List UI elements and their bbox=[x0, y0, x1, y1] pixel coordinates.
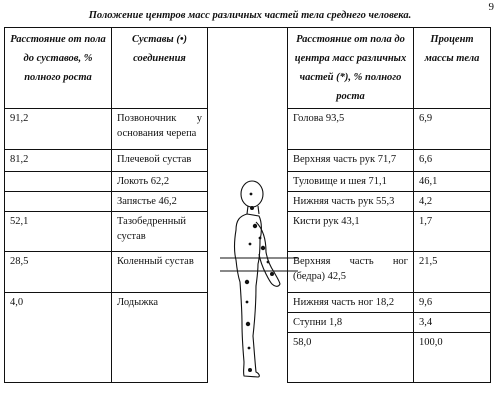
part-mass: 1,7 bbox=[414, 212, 491, 252]
joint-name: Тазобедренный сустав bbox=[112, 212, 208, 252]
part-mass: 4,2 bbox=[414, 192, 491, 212]
joint-name: Запястье 46,2 bbox=[112, 192, 208, 212]
header-figure-blank bbox=[208, 28, 288, 109]
joint-name: Локоть 62,2 bbox=[112, 172, 208, 192]
joint-distance: 81,2 bbox=[5, 150, 112, 172]
joint-name: Лодыжка bbox=[112, 293, 208, 383]
joint-marker-shoulder bbox=[253, 224, 257, 228]
part-mass: 3,4 bbox=[414, 313, 491, 333]
header-joints: Суставы (•) соединения bbox=[112, 28, 208, 109]
human-figure-illustration bbox=[200, 178, 300, 388]
part-mass: 6,9 bbox=[414, 109, 491, 150]
figure-cell bbox=[208, 109, 288, 150]
part-mass: 46,1 bbox=[414, 172, 491, 192]
part-label: Верхняя часть рук 71,7 bbox=[288, 150, 414, 172]
part-mass: 9,6 bbox=[414, 293, 491, 313]
joint-distance: 28,5 bbox=[5, 252, 112, 293]
joint-distance: 52,1 bbox=[5, 212, 112, 252]
part-label: Голова 93,5 bbox=[288, 109, 414, 150]
page-title: Положение центров масс различных частей тела среднего человека. bbox=[88, 10, 412, 21]
part-label: Верхняя часть ног (бедра) 42,5 bbox=[288, 252, 414, 293]
part-label: Нижняя часть ног 18,2 bbox=[288, 293, 414, 313]
part-mass: 100,0 bbox=[414, 333, 491, 383]
joint-name: Плечевой сустав bbox=[112, 150, 208, 172]
table-row bbox=[5, 150, 491, 172]
joint-distance: 91,2 bbox=[5, 109, 112, 150]
figure-cell bbox=[208, 150, 288, 172]
page-number: 9 bbox=[488, 1, 494, 13]
header-row bbox=[5, 28, 491, 109]
joint-marker-elbow bbox=[261, 246, 265, 250]
mass-center-head bbox=[250, 193, 253, 196]
joint-marker-hip bbox=[245, 280, 249, 284]
joint-marker-skull bbox=[250, 206, 254, 210]
part-label: 58,0 bbox=[288, 333, 414, 383]
body-outline bbox=[235, 214, 262, 377]
mass-center-trunk bbox=[249, 243, 252, 246]
joint-distance bbox=[5, 172, 112, 192]
joint-name: Коленный сустав bbox=[112, 252, 208, 293]
joint-marker-ankle bbox=[248, 368, 252, 372]
table-row bbox=[5, 109, 491, 150]
part-label: Туловище и шея 71,1 bbox=[288, 172, 414, 192]
mass-center-forearm bbox=[267, 261, 270, 264]
header-distance-parts: Расстояние от пола до центра масс различных частей (*), % полного роста bbox=[288, 28, 414, 109]
joint-distance: 4,0 bbox=[5, 293, 112, 383]
joint-name: Позвоночник у основания черепа bbox=[112, 109, 208, 150]
part-mass: 6,6 bbox=[414, 150, 491, 172]
joint-marker-wrist bbox=[270, 272, 274, 276]
part-label: Ступни 1,8 bbox=[288, 313, 414, 333]
part-label: Кисти рук 43,1 bbox=[288, 212, 414, 252]
part-mass: 21,5 bbox=[414, 252, 491, 293]
header-mass: Процент массы тела bbox=[414, 28, 491, 109]
mass-center-thigh bbox=[246, 301, 249, 304]
mass-center-upper-arm bbox=[259, 237, 262, 240]
mass-center-shank bbox=[248, 347, 251, 350]
joint-marker-knee bbox=[246, 322, 250, 326]
joint-distance bbox=[5, 192, 112, 212]
header-distance-joints: Расстояние от пола до суставов, % полного роста bbox=[5, 28, 112, 109]
part-label: Нижняя часть рук 55,3 bbox=[288, 192, 414, 212]
